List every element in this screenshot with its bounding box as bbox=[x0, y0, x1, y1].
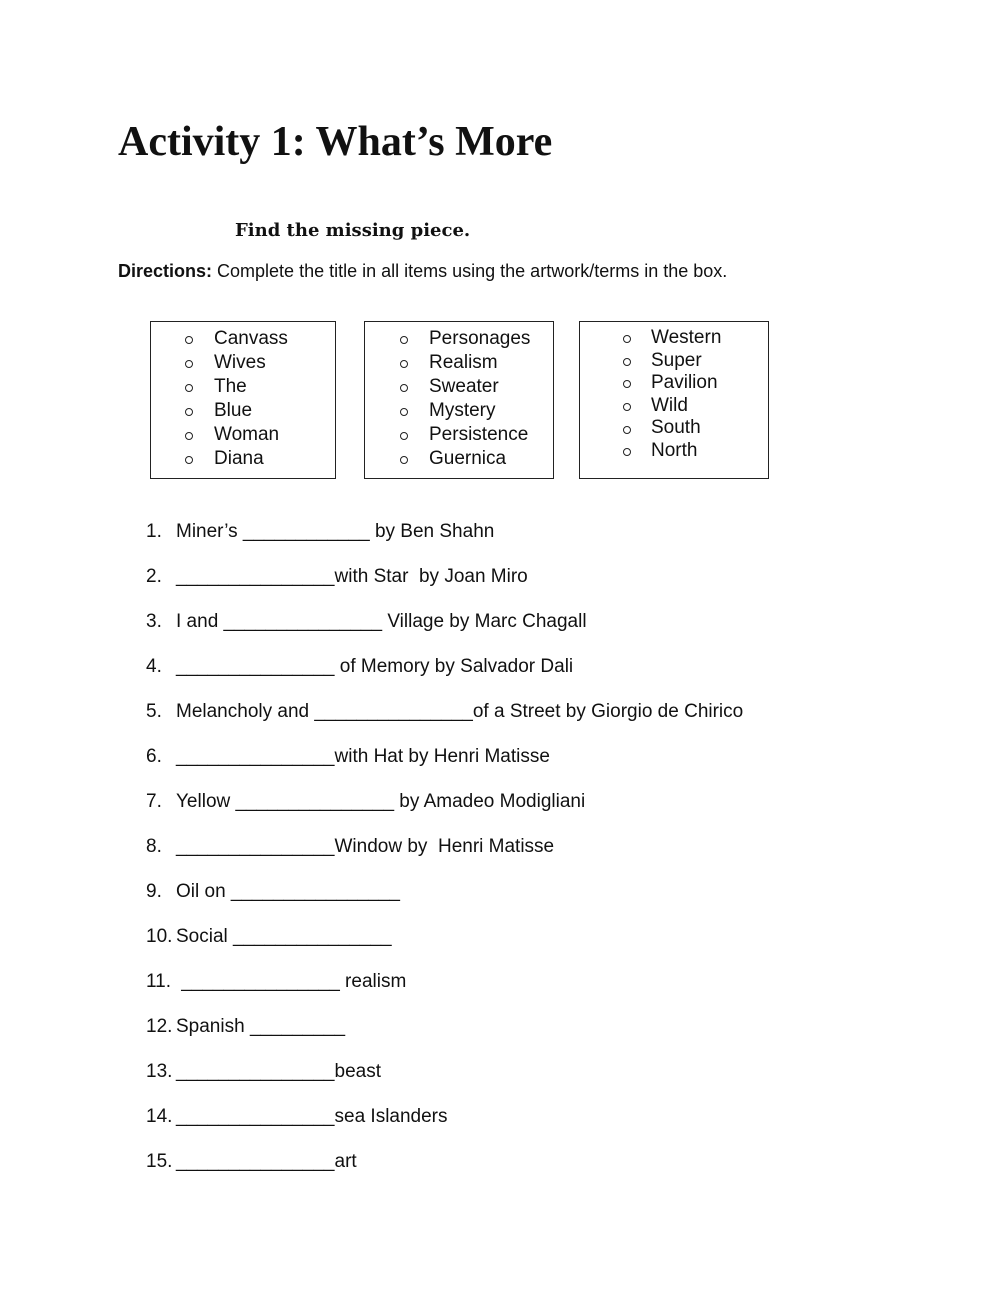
circle-bullet-icon bbox=[623, 426, 631, 434]
word-box-item: Mystery bbox=[365, 399, 553, 423]
circle-bullet-icon bbox=[400, 408, 408, 416]
question-text: Melancholy and _______________of a Street by Giorgio de Chirico bbox=[176, 701, 744, 722]
word-box-item: Diana bbox=[151, 447, 335, 471]
question-number: 3. bbox=[146, 611, 162, 632]
circle-bullet-icon bbox=[623, 380, 631, 388]
circle-bullet-icon bbox=[623, 358, 631, 366]
word-box-2 bbox=[364, 321, 554, 479]
question-number: 1. bbox=[146, 521, 162, 542]
directions-text: Complete the title in all items using the artwork/terms in the box. bbox=[212, 261, 728, 281]
circle-bullet-icon bbox=[623, 335, 631, 343]
question-text: Yellow _______________ by Amadeo Modigliani bbox=[176, 791, 586, 812]
circle-bullet-icon bbox=[400, 360, 408, 368]
question-number: 7. bbox=[146, 791, 162, 812]
question-number: 12. bbox=[146, 1016, 173, 1037]
question-text: _______________art bbox=[176, 1151, 357, 1172]
circle-bullet-icon bbox=[185, 336, 193, 344]
question-number: 9. bbox=[146, 881, 162, 902]
question-number: 11. bbox=[146, 971, 172, 992]
word-box-item: Woman bbox=[151, 423, 335, 447]
word-box-item: Super bbox=[580, 350, 768, 373]
directions bbox=[118, 259, 727, 283]
circle-bullet-icon bbox=[185, 408, 193, 416]
question-number: 8. bbox=[146, 836, 162, 857]
question-number: 14. bbox=[146, 1106, 173, 1127]
question-text: Oil on ________________ bbox=[176, 881, 400, 902]
circle-bullet-icon bbox=[185, 432, 193, 440]
question-number: 5. bbox=[146, 701, 162, 722]
question-text: _______________sea Islanders bbox=[176, 1106, 448, 1127]
question-text: Miner’s ____________ by Ben Shahn bbox=[176, 521, 495, 542]
circle-bullet-icon bbox=[400, 432, 408, 440]
question-text: Spanish _________ bbox=[176, 1016, 346, 1037]
question-text: I and _______________ Village by Marc Chagall bbox=[176, 611, 587, 632]
word-box-item: Pavilion bbox=[580, 372, 768, 395]
question-text: _______________ of Memory by Salvador Dali bbox=[176, 656, 574, 677]
word-box-item: Western bbox=[580, 327, 768, 350]
circle-bullet-icon bbox=[185, 456, 193, 464]
subtitle: Find the missing piece. bbox=[235, 220, 471, 241]
circle-bullet-icon bbox=[623, 448, 631, 456]
circle-bullet-icon bbox=[623, 403, 631, 411]
word-box-item: North bbox=[580, 440, 768, 463]
word-box-item: Blue bbox=[151, 399, 335, 423]
word-box-1 bbox=[150, 321, 336, 479]
word-box-item: Realism bbox=[365, 351, 553, 375]
question-text: _______________ realism bbox=[176, 971, 407, 992]
word-box-item: Sweater bbox=[365, 375, 553, 399]
question-number: 10. bbox=[146, 926, 173, 947]
word-box-item: Wild bbox=[580, 395, 768, 418]
question-number: 6. bbox=[146, 746, 162, 767]
question-text: _______________beast bbox=[176, 1061, 381, 1082]
question-text: _______________with Star by Joan Miro bbox=[176, 566, 528, 587]
word-box-3 bbox=[579, 321, 769, 479]
question-text: _______________Window by Henri Matisse bbox=[176, 836, 555, 857]
word-box-item: Wives bbox=[151, 351, 335, 375]
page-title: Activity 1: What’s More bbox=[118, 119, 553, 165]
circle-bullet-icon bbox=[400, 456, 408, 464]
question-number: 2. bbox=[146, 566, 162, 587]
word-box-item: Personages bbox=[365, 327, 553, 351]
word-box-item: Guernica bbox=[365, 447, 553, 471]
circle-bullet-icon bbox=[400, 336, 408, 344]
question-number: 4. bbox=[146, 656, 162, 677]
question-number: 15. bbox=[146, 1151, 173, 1172]
circle-bullet-icon bbox=[185, 360, 193, 368]
question-text: _______________with Hat by Henri Matisse bbox=[176, 746, 550, 767]
word-box-item: The bbox=[151, 375, 335, 399]
circle-bullet-icon bbox=[185, 384, 193, 392]
question-number: 13. bbox=[146, 1061, 173, 1082]
question-text: Social _______________ bbox=[176, 926, 392, 947]
circle-bullet-icon bbox=[400, 384, 408, 392]
word-box-item: Persistence bbox=[365, 423, 553, 447]
word-box-item: South bbox=[580, 417, 768, 440]
directions-label: Directions: bbox=[118, 261, 213, 281]
word-box-item: Canvass bbox=[151, 327, 335, 351]
